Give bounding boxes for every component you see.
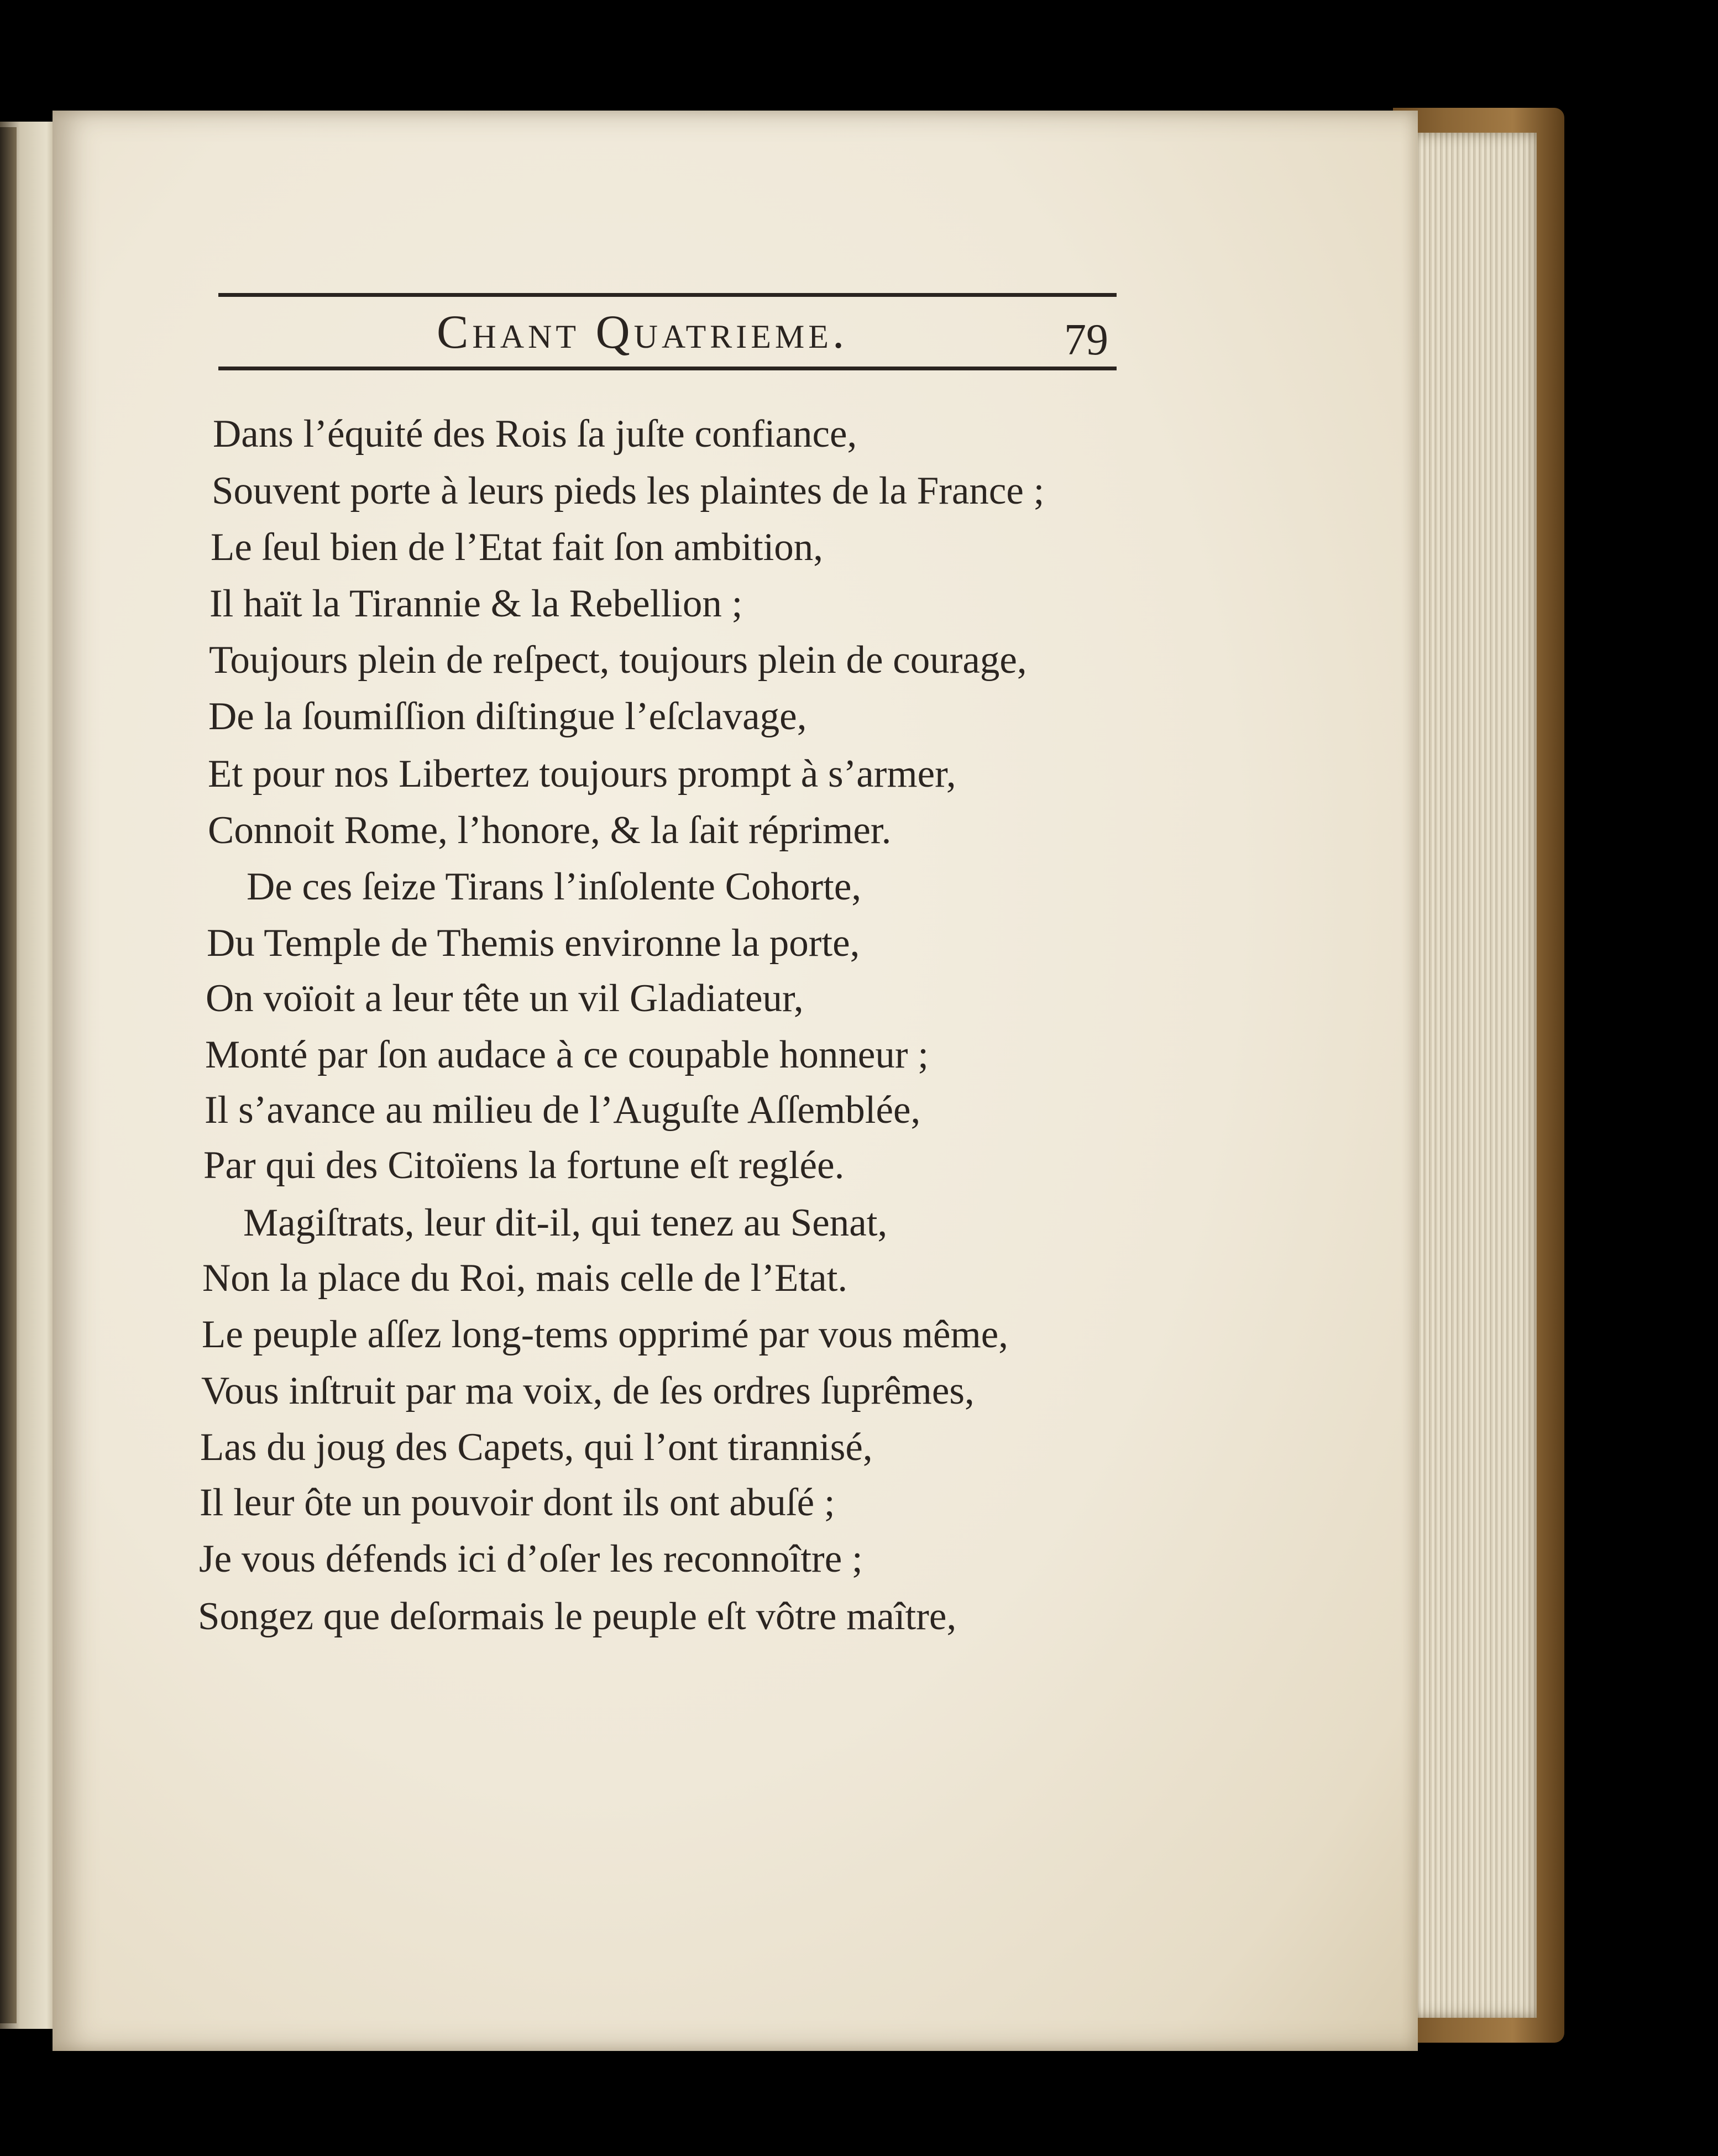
verse-line: Le ſeul bien de l’Etat fait ſon ambition,: [211, 526, 824, 569]
verse-line: Il leur ôte un pouvoir dont ils ont abuſé ;: [200, 1481, 835, 1524]
verse-line: Par qui des Citoïens la fortune eſt reglée.: [203, 1144, 845, 1187]
header-rule-bottom: [218, 367, 1117, 370]
verse-line: Toujours plein de reſpect, toujours plein de courage,: [209, 639, 1027, 682]
verse-line: De ces ſeize Tirans l’inſolente Cohorte,: [247, 865, 862, 908]
verse-line: Le peuple aſſez long-tems opprimé par vous même,: [202, 1313, 1008, 1356]
header-rule-top: [218, 293, 1117, 297]
verse-line: Du Temple de Themis environne la porte,: [207, 922, 860, 965]
verse-line: Il s’avance au milieu de l’Auguſte Aſſemblée,: [205, 1089, 921, 1132]
verse-line: Je vous défends ici d’oſer les reconnoître ;: [199, 1537, 863, 1581]
verse-line: Connoit Rome, l’honore, & la ſait réprimer.: [208, 809, 892, 852]
left-binding: [0, 127, 17, 2023]
verse-line: Vous inſtruit par ma voix, de ſes ordres ſuprêmes,: [201, 1369, 975, 1412]
verse-line: Monté par ſon audace à ce coupable honneur ;: [205, 1033, 929, 1076]
verse-line: Dans l’équité des Rois ſa juſte confiance,: [213, 412, 857, 456]
verse-line: Il haït la Tirannie & la Rebellion ;: [209, 582, 743, 625]
verse-line: Magiſtrats, leur dit-il, qui tenez au Senat,: [243, 1201, 888, 1244]
verse-line: Souvent porte à leurs pieds les plaintes de la France ;: [212, 469, 1045, 512]
verse-line: Et pour nos Libertez toujours prompt à s’armer,: [208, 752, 956, 796]
verse-line: On voïoit a leur tête un vil Gladiateur,: [206, 977, 804, 1020]
verse-line: Non la place du Roi, mais celle de l’Etat.: [202, 1257, 848, 1300]
verse-line: De la ſoumiſſion diſtingue l’eſclavage,: [208, 695, 807, 738]
running-head: Chant Quatrieme.: [437, 305, 848, 358]
verse-line: Las du joug des Capets, qui l’ont tirannisé,: [200, 1426, 873, 1469]
page-number: 79: [1064, 316, 1108, 364]
verse-line: Songez que deſormais le peuple eſt vôtre maître,: [198, 1595, 957, 1638]
